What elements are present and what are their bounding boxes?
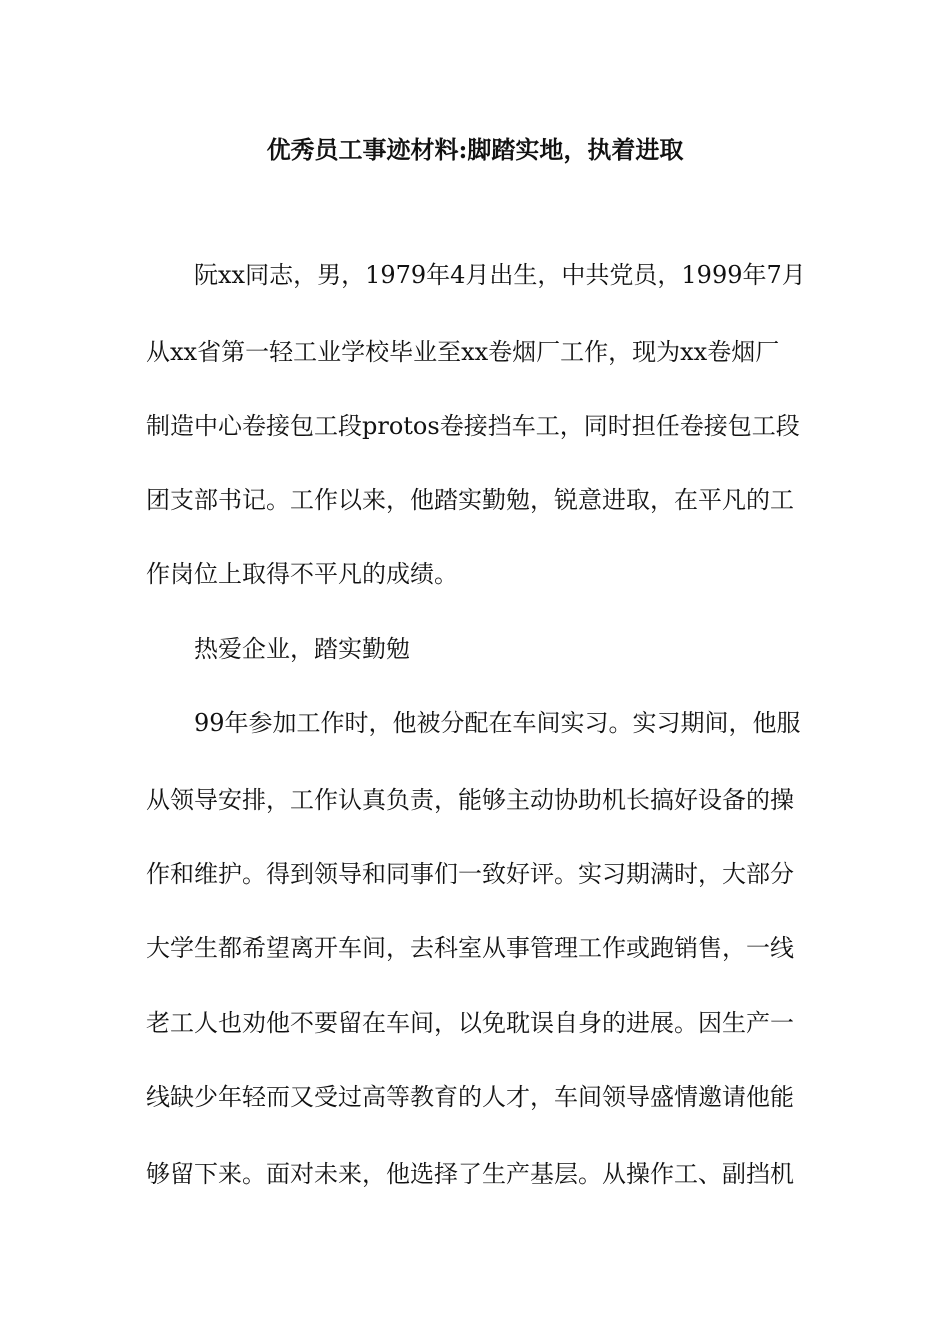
paragraph-line: 团支部书记。工作以来，他踏实勤勉，锐意进取，在平凡的工 [146, 486, 794, 514]
paragraph-line: 制造中心卷接包工段protos卷接挡车工，同时担任卷接包工段 [146, 412, 800, 440]
paragraph-line: 作岗位上取得不平凡的成绩。 [146, 560, 458, 588]
paragraph-line: 作和维护。得到领导和同事们一致好评。实习期满时，大部分 [146, 860, 794, 888]
paragraph-line: 大学生都希望离开车间，去科室从事管理工作或跑销售，一线 [146, 934, 794, 962]
paragraph-line: 99年参加工作时，他被分配在车间实习。实习期间，他服 [194, 709, 801, 737]
document-title: 优秀员工事迹材料:脚踏实地，执着进取 [266, 135, 684, 164]
section-heading: 热爱企业，踏实勤勉 [194, 635, 410, 663]
paragraph-line: 从领导安排，工作认真负责，能够主动协助机长搞好设备的操 [146, 786, 794, 814]
paragraph-line: 线缺少年轻而又受过高等教育的人才，车间领导盛情邀请他能 [146, 1083, 794, 1111]
paragraph-line: 阮xx同志，男，1979年4月出生，中共党员，1999年7月 [194, 261, 806, 289]
paragraph-line: 老工人也劝他不要留在车间，以免耽误自身的进展。因生产一 [146, 1009, 794, 1037]
paragraph-line: 够留下来。面对未来，他选择了生产基层。从操作工、副挡机 [146, 1160, 794, 1188]
paragraph-line: 从xx省第一轻工业学校毕业至xx卷烟厂工作，现为xx卷烟厂 [146, 338, 780, 366]
